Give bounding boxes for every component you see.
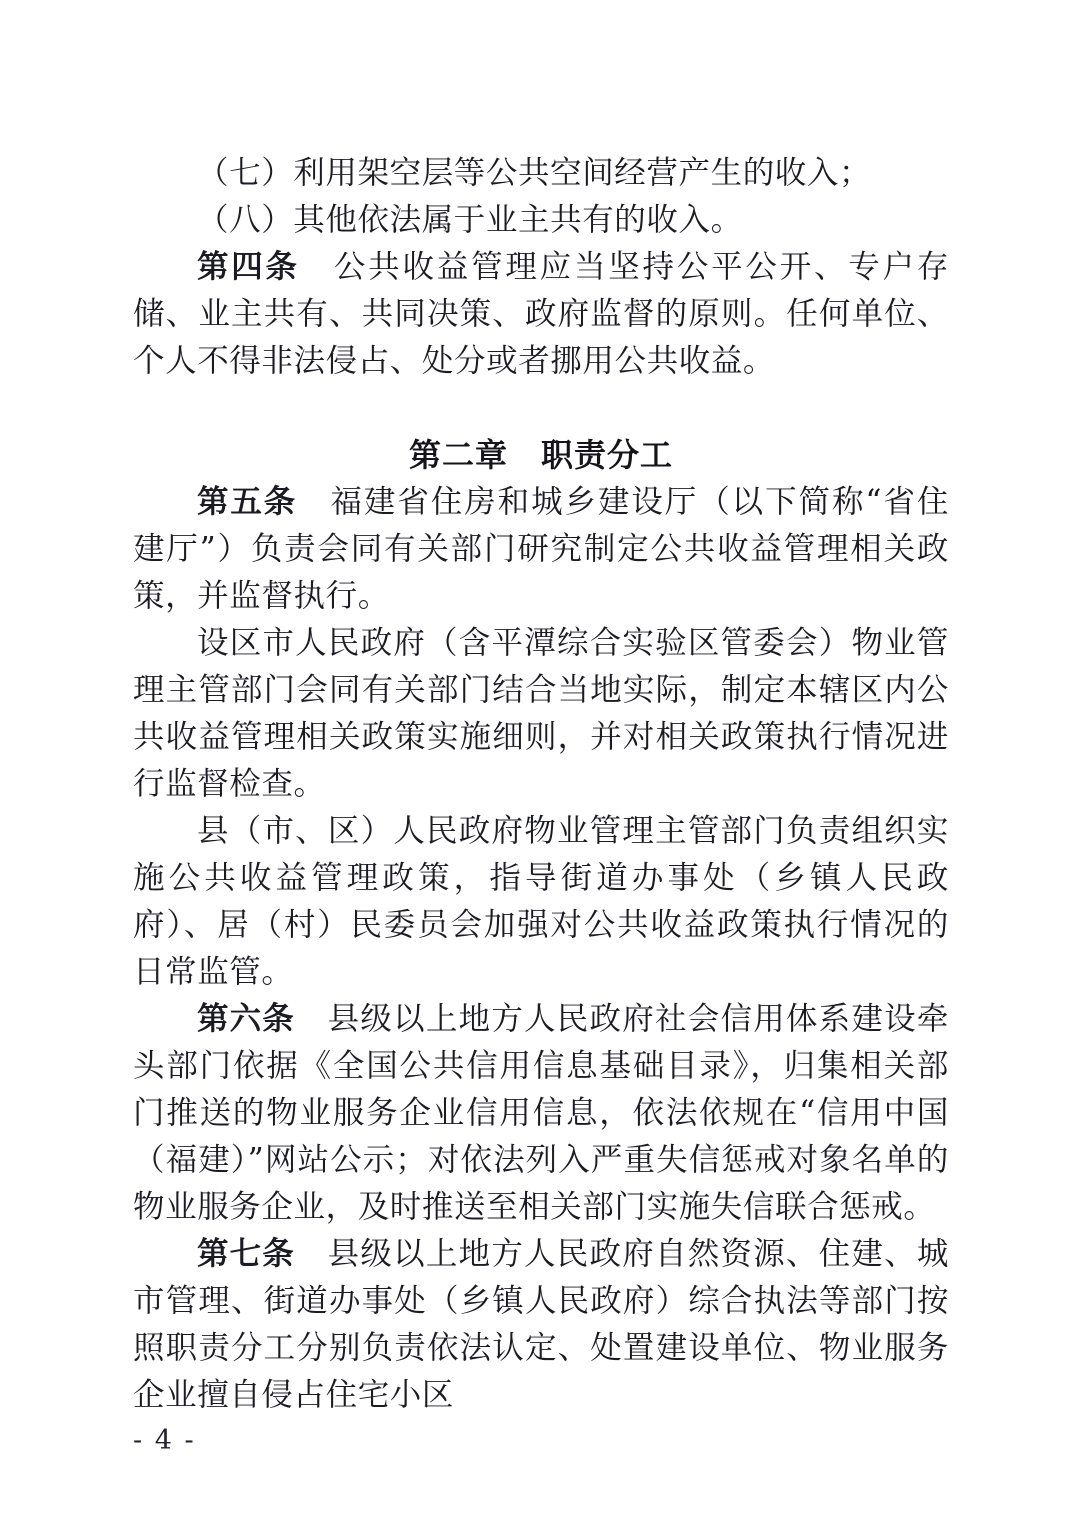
article-paragraph bbox=[133, 244, 949, 385]
page-content bbox=[133, 150, 949, 1419]
article-marker: 第七条 bbox=[197, 1236, 295, 1272]
article-paragraph bbox=[133, 996, 949, 1231]
article-body-text: 福建省住房和城乡建设厅（以下简称“省住建厅”）负责会同有关部门研究制定公共收益管理相关政策，并监督执行。 bbox=[133, 484, 949, 614]
body-paragraph: 县（市、区）人民政府物业管理主管部门负责组织实施公共收益管理政策，指导街道办事处（乡镇人民政府）、居（村）民委员会加强对公共收益政策执行情况的日常监管。 bbox=[133, 813, 949, 990]
chapter-heading: 第二章 职责分工 bbox=[408, 436, 673, 474]
list-item: （七）利用架空层等公共空间经营产生的收入； bbox=[197, 155, 872, 191]
page-number: - 4 - bbox=[133, 1425, 196, 1456]
article-paragraph bbox=[133, 479, 949, 620]
list-item: （八）其他依法属于业主共有的收入。 bbox=[197, 202, 743, 238]
article-paragraph bbox=[133, 1231, 949, 1419]
article-marker: 第六条 bbox=[197, 1001, 295, 1037]
article-body-text: 县级以上地方人民政府自然资源、住建、城市管理、街道办事处（乡镇人民政府）综合执法等部门按照职责分工分别负责依法认定、处置建设单位、物业服务企业擅自侵占住宅小区 bbox=[133, 1236, 949, 1413]
article-body-text: 公共收益管理应当坚持公平公开、专户存储、业主共有、共同决策、政府监督的原则。任何单位、个人不得非法侵占、处分或者挪用公共收益。 bbox=[133, 249, 949, 379]
article-marker: 第五条 bbox=[197, 484, 298, 520]
article-body-text: 县级以上地方人民政府社会信用体系建设牵头部门依据《全国公共信用信息基础目录》，归集相关部门推送的物业服务企业信用信息，依法依规在“信用中国（福建）”网站公示；对依法列入严重失信惩戒对象名单的物业服务企业，及时推送至相关部门实施失信联合惩戒。 bbox=[133, 1001, 949, 1225]
vertical-spacer bbox=[133, 385, 949, 432]
article-marker: 第四条 bbox=[197, 249, 300, 285]
body-paragraph: 设区市人民政府（含平潭综合实验区管委会）物业管理主管部门会同有关部门结合当地实际，制定本辖区内公共收益管理相关政策实施细则，并对相关政策执行情况进行监督检查。 bbox=[133, 625, 949, 802]
